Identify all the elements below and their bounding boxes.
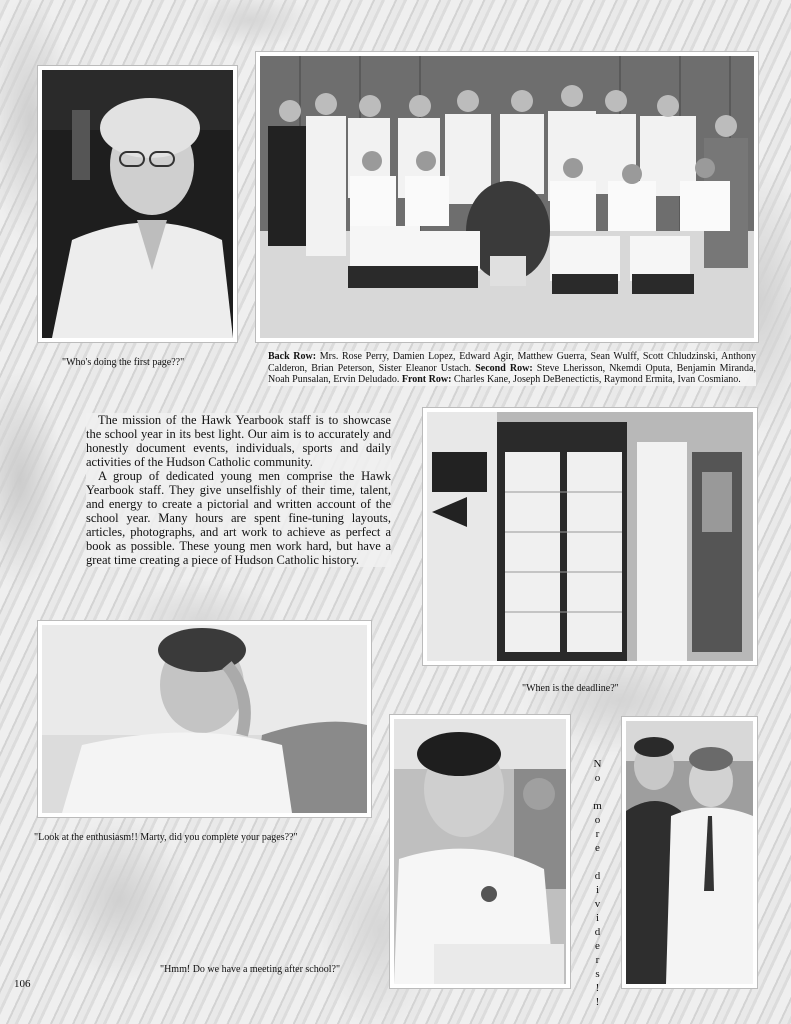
mission-text xyxy=(86,413,391,567)
staff-names-caption xyxy=(268,351,756,386)
caption-meeting: "Hmm! Do we have a meeting after school?" xyxy=(160,964,341,975)
caption-deadline: "When is the deadline?" xyxy=(522,683,619,694)
photo-dividers xyxy=(622,717,757,988)
caption-dividers-text: No more dividers!! xyxy=(591,758,604,1010)
front-row-label: Front Row: xyxy=(401,374,452,385)
photo-advisor-portrait xyxy=(38,66,237,342)
page-number: 106 xyxy=(14,978,31,990)
back-row-label: Back Row: xyxy=(268,351,317,362)
photo-enthusiasm xyxy=(38,621,371,817)
mission-paragraph-1: The mission of the Hawk Yearbook staff is to showcase the school year in its best light. Our aim is to accurately and honestly document events, individuals, sports and daily activities of the Hudson Catholic community. xyxy=(86,413,391,469)
second-row-label: Second Row: xyxy=(475,362,533,374)
caption-dividers xyxy=(590,758,604,1010)
caption-enthusiasm: "Look at the enthusiasm!! Marty, did you complete your pages??" xyxy=(34,832,298,843)
mission-paragraph-2: A group of dedicated young men comprise the Hawk Yearbook staff. They give unselfishly of their time, talent, and energy to create a pictorial and written account of the school year. Many hours are spent fine-tuning layouts, articles, photographs, and art work to achieve as perfect a book as possible. These young men work hard, but have a great time creating a piece of Hudson Catholic history. xyxy=(86,469,391,567)
photo-yearbook-staff-group xyxy=(256,52,758,342)
photo-meeting xyxy=(390,715,570,988)
caption-first-page: "Who's doing the first page??" xyxy=(62,357,185,368)
back-row-names: Mrs. Rose Perry, Damien Lopez, Edward Agir, Matthew Guerra, Sean Wulff, Scott Chludzinski, Anthony Calderon, Brian Peterson, Sister Eleanor Ustach. xyxy=(268,351,756,374)
photo-deadline-board xyxy=(423,408,757,665)
front-row-names: Charles Kane, Joseph DeBenectictis, Raymond Ermita, Ivan Cosmiano. xyxy=(453,374,741,385)
second-row-names: Steve Lherisson, Nkemdi Oputa, Benjamin Miranda, Noah Punsalan, Ervin Deludado. xyxy=(268,362,756,385)
